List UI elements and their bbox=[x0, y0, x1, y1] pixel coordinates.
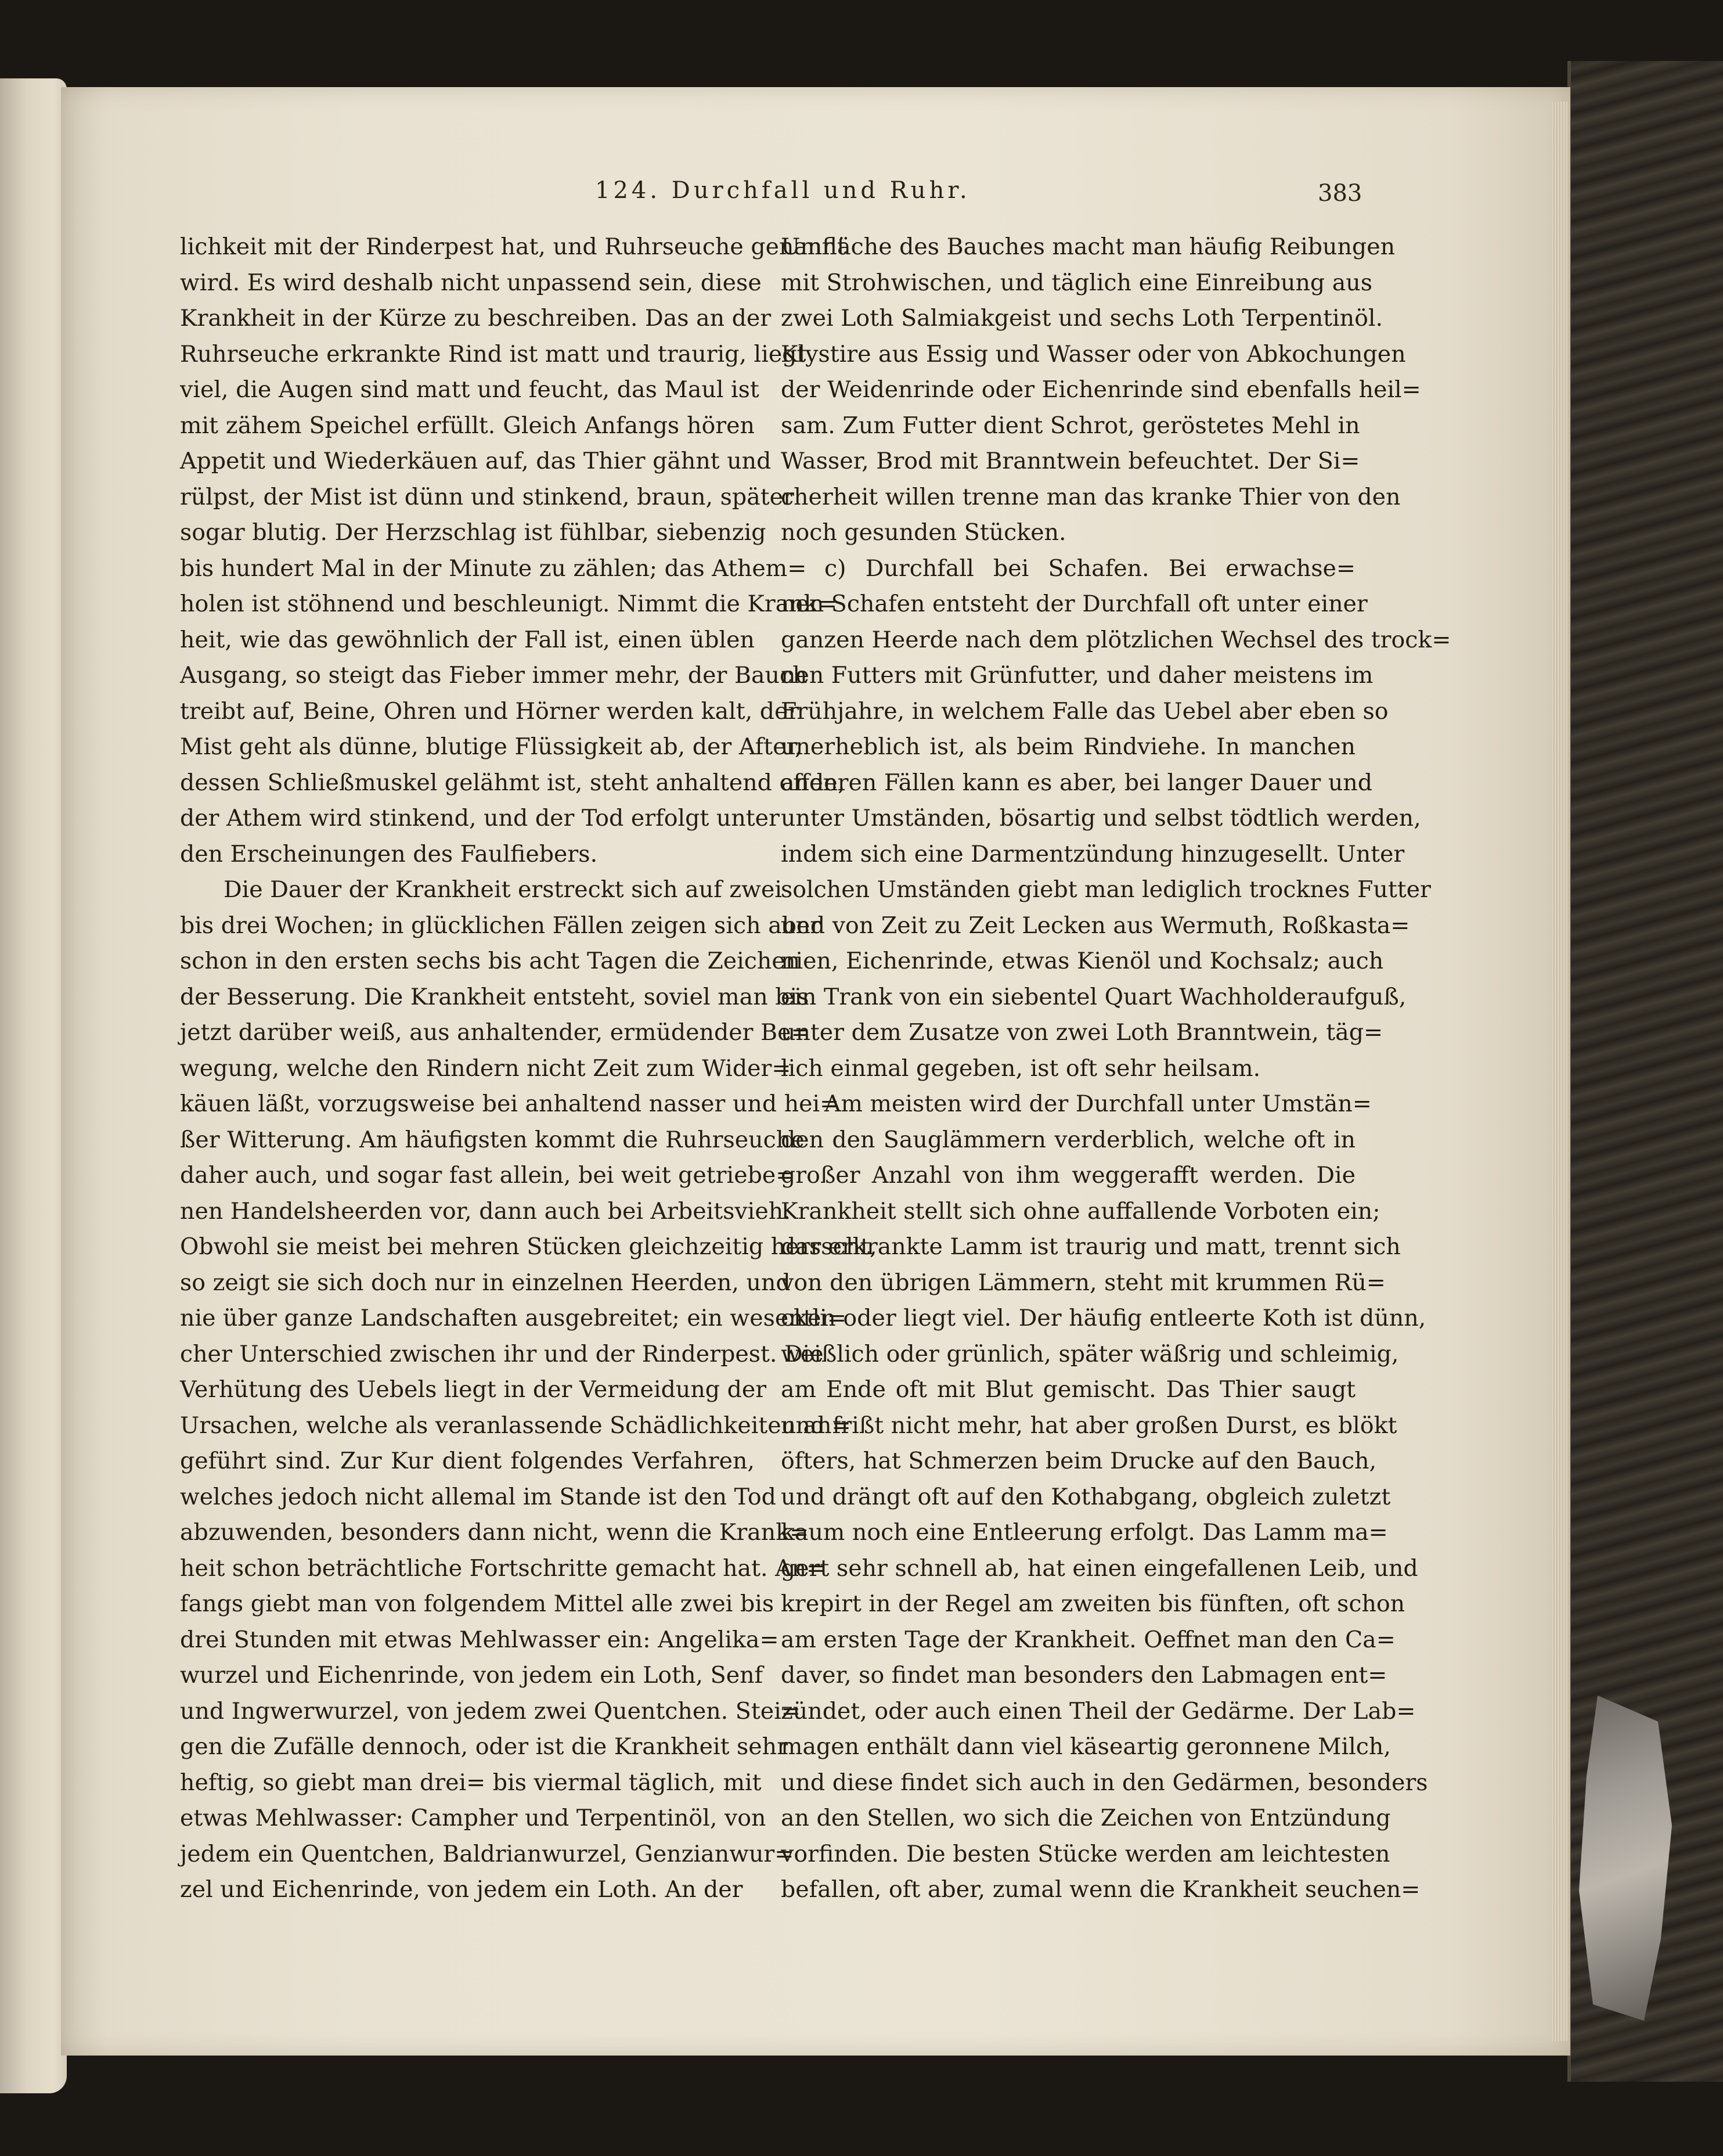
text-line: schon in den ersten sechs bis acht Tagen die Zeichen bbox=[180, 948, 801, 974]
text-line: gen die Zufälle dennoch, oder ist die Krankheit sehr bbox=[180, 1733, 788, 1760]
text-line: anderen Fällen kann es aber, bei langer Dauer und bbox=[781, 769, 1373, 796]
text-line: am Ende oft mit Blut gemischt. Das Thier saugt bbox=[781, 1376, 1356, 1403]
text-line: ein Trank von ein siebentel Quart Wachholderaufguß, bbox=[781, 983, 1407, 1010]
text-line: der Besserung. Die Krankheit entsteht, soviel man bis bbox=[180, 983, 809, 1010]
text-line: Ausgang, so steigt das Fieber immer mehr, der Bauch bbox=[180, 662, 808, 689]
right-text-column bbox=[781, 229, 1451, 1908]
text-line: Obwohl sie meist bei mehren Stücken gleichzeitig herrscht, bbox=[180, 1233, 877, 1260]
text-line: der Athem wird stinkend, und der Tod erfolgt unter bbox=[180, 805, 780, 832]
text-line: zwei Loth Salmiakgeist und sechs Loth Terpentinöl. bbox=[781, 305, 1383, 332]
text-line: krepirt in der Regel am zweiten bis fünften, oft schon bbox=[781, 1590, 1405, 1617]
text-line: großer Anzahl von ihm weggerafft werden. Die bbox=[781, 1162, 1356, 1189]
text-line: von den übrigen Lämmern, steht mit krummen Rü= bbox=[781, 1269, 1386, 1296]
running-title: 124. Durchfall und Ruhr. bbox=[595, 177, 971, 204]
text-line: bis hundert Mal in der Minute zu zählen; das Athem= bbox=[180, 555, 807, 582]
text-line: dessen Schließmuskel gelähmt ist, steht anhaltend offen, bbox=[180, 769, 845, 796]
text-line: wurzel und Eichenrinde, von jedem ein Loth, Senf bbox=[180, 1662, 763, 1689]
text-line: solchen Umständen giebt man lediglich trocknes Futter bbox=[781, 876, 1431, 903]
text-line: Die Dauer der Krankheit erstreckt sich auf zwei bbox=[224, 876, 782, 903]
text-line: öfters, hat Schmerzen beim Drucke auf den Bauch, bbox=[781, 1448, 1377, 1474]
left-text-column bbox=[180, 229, 877, 1908]
text-line: lich einmal gegeben, ist oft sehr heilsam. bbox=[781, 1054, 1261, 1082]
text-line: treibt auf, Beine, Ohren und Hörner werden kalt, der bbox=[180, 697, 799, 725]
text-line: jetzt darüber weiß, aus anhaltender, ermüdender Be= bbox=[180, 1019, 810, 1046]
text-line: heftig, so giebt man drei= bis viermal täglich, mit bbox=[180, 1769, 762, 1796]
text-line: cher Unterschied zwischen ihr und der Rinderpest. Die bbox=[180, 1340, 824, 1367]
text-line: zel und Eichenrinde, von jedem ein Loth. An der bbox=[180, 1876, 743, 1903]
text-line: Ruhrseuche erkrankte Rind ist matt und traurig, liegt bbox=[180, 340, 806, 368]
text-line: indem sich eine Darmentzündung hinzugesellt. Unter bbox=[781, 840, 1405, 868]
text-line: vorfinden. Die besten Stücke werden am leichtesten bbox=[781, 1840, 1390, 1867]
text-line: den Erscheinungen des Faulfiebers. bbox=[180, 840, 598, 868]
text-line: und diese findet sich auch in den Gedärmen, besonders bbox=[781, 1769, 1428, 1796]
text-line: rülpst, der Mist ist dünn und stinkend, braun, später bbox=[180, 483, 794, 510]
text-line: welches jedoch nicht allemal im Stande ist den Tod bbox=[180, 1483, 776, 1510]
text-line: viel, die Augen sind matt und feucht, das Maul ist bbox=[180, 376, 759, 403]
text-line: ganzen Heerde nach dem plötzlichen Wechsel des trock= bbox=[781, 626, 1451, 653]
text-line: heit, wie das gewöhnlich der Fall ist, einen üblen bbox=[180, 626, 755, 653]
text-line: cherheit willen trenne man das kranke Thier von den bbox=[781, 483, 1401, 510]
text-line: Klystire aus Essig und Wasser oder von Abkochungen bbox=[781, 340, 1406, 368]
text-line: Mist geht als dünne, blutige Flüssigkeit ab, der After, bbox=[180, 733, 802, 760]
text-line: jedem ein Quentchen, Baldrianwurzel, Genzianwur= bbox=[180, 1840, 794, 1867]
page-stack-edges bbox=[1551, 102, 1567, 2041]
text-line: Frühjahre, in welchem Falle das Uebel aber eben so bbox=[781, 697, 1389, 725]
text-line: lichkeit mit der Rinderpest hat, und Ruhrseuche genannt bbox=[180, 233, 846, 260]
text-line: Wasser, Brod mit Branntwein befeuchtet. Der Si= bbox=[781, 448, 1360, 474]
left-page-edge bbox=[0, 78, 67, 2093]
text-line: mit Strohwischen, und täglich eine Einreibung aus bbox=[781, 269, 1373, 296]
text-line: Verhütung des Uebels liegt in der Vermeidung der bbox=[180, 1376, 767, 1403]
text-line: noch gesunden Stücken. bbox=[781, 519, 1066, 546]
text-line: Krankheit stellt sich ohne auffallende Vorboten ein; bbox=[781, 1197, 1380, 1225]
text-line: Ursachen, welche als veranlassende Schädlichkeiten an= bbox=[180, 1412, 851, 1439]
text-line: magen enthält dann viel käseartig geronnene Milch, bbox=[781, 1733, 1391, 1760]
text-line: abzuwenden, besonders dann nicht, wenn die Krank= bbox=[180, 1519, 809, 1546]
text-line: befallen, oft aber, zumal wenn die Krankheit seuchen= bbox=[781, 1876, 1421, 1903]
text-line: drei Stunden mit etwas Mehlwasser ein: Angelika= bbox=[180, 1626, 779, 1653]
text-line: unter Umständen, bösartig und selbst tödtlich werden, bbox=[781, 805, 1421, 832]
text-line: unter dem Zusatze von zwei Loth Branntwein, täg= bbox=[781, 1019, 1383, 1046]
text-line: am ersten Tage der Krankheit. Oeffnet man den Ca= bbox=[781, 1626, 1396, 1653]
text-line: so zeigt sie sich doch nur in einzelnen Heerden, und bbox=[180, 1269, 791, 1296]
text-line: an den Stellen, wo sich die Zeichen von Entzündung bbox=[781, 1805, 1391, 1831]
text-line: wegung, welche den Rindern nicht Zeit zum Wider= bbox=[180, 1054, 791, 1082]
text-line: nie über ganze Landschaften ausgebreitet; ein wesentli= bbox=[180, 1305, 846, 1331]
text-line: Am meisten wird der Durchfall unter Umstän= bbox=[824, 1090, 1372, 1117]
text-line: geführt sind. Zur Kur dient folgendes Verfahren, bbox=[180, 1448, 755, 1474]
text-line: und Ingwerwurzel, von jedem zwei Quentchen. Stei= bbox=[180, 1697, 801, 1725]
text-line: sam. Zum Futter dient Schrot, geröstetes Mehl in bbox=[781, 412, 1360, 439]
text-line: und frißt nicht mehr, hat aber großen Durst, es blökt bbox=[781, 1412, 1397, 1439]
text-line: zündet, oder auch einen Theil der Gedärme. Der Lab= bbox=[781, 1697, 1416, 1725]
text-line: ßer Witterung. Am häufigsten kommt die Ruhrseuche bbox=[180, 1126, 805, 1153]
text-line: sogar blutig. Der Herzschlag ist fühlbar, siebenzig bbox=[180, 519, 766, 546]
text-line: bis drei Wochen; in glücklichen Fällen zeigen sich aber bbox=[180, 912, 821, 939]
text-line: mit zähem Speichel erfüllt. Gleich Anfangs hören bbox=[180, 412, 755, 439]
text-line: Appetit und Wiederkäuen auf, das Thier gähnt und bbox=[180, 448, 772, 474]
text-line: das erkrankte Lamm ist traurig und matt, trennt sich bbox=[781, 1233, 1401, 1260]
text-line: c) Durchfall bei Schafen. Bei erwachse= bbox=[824, 555, 1356, 582]
text-line: den den Sauglämmern verderblich, welche oft in bbox=[781, 1126, 1356, 1153]
text-line: kaum noch eine Entleerung erfolgt. Das Lamm ma= bbox=[781, 1519, 1388, 1546]
text-line: etwas Mehlwasser: Campher und Terpentinöl, von bbox=[180, 1805, 766, 1831]
text-line: holen ist stöhnend und beschleunigt. Nimmt die Krank= bbox=[180, 591, 837, 617]
text-line: daher auch, und sogar fast allein, bei weit getriebe= bbox=[180, 1162, 795, 1189]
text-line: käuen läßt, vorzugsweise bei anhaltend nasser und hei= bbox=[180, 1090, 839, 1117]
text-line: gert sehr schnell ab, hat einen eingefallenen Leib, und bbox=[781, 1554, 1418, 1582]
text-line: der Weidenrinde oder Eichenrinde sind ebenfalls heil= bbox=[781, 376, 1421, 403]
text-line: nen Futters mit Grünfutter, und daher meistens im bbox=[781, 662, 1374, 689]
text-line: heit schon beträchtliche Fortschritte gemacht hat. An= bbox=[180, 1554, 826, 1582]
text-line: daver, so findet man besonders den Labmagen ent= bbox=[781, 1662, 1387, 1689]
text-line: fangs giebt man von folgendem Mittel alle zwei bis bbox=[180, 1590, 774, 1617]
text-line: unerheblich ist, als beim Rindviehe. In manchen bbox=[781, 733, 1356, 760]
text-line: nien, Eichenrinde, etwas Kienöl und Kochsalz; auch bbox=[781, 948, 1384, 974]
text-line: weißlich oder grünlich, später wäßrig und schleimig, bbox=[781, 1340, 1399, 1367]
text-line: nen Handelsheerden vor, dann auch bei Arbeitsvieh. bbox=[180, 1197, 791, 1225]
text-line: Umfläche des Bauches macht man häufig Reibungen bbox=[781, 233, 1396, 260]
text-line: Krankheit in der Kürze zu beschreiben. Das an der bbox=[180, 305, 772, 332]
text-line: und drängt oft auf den Kothabgang, obgleich zuletzt bbox=[781, 1483, 1391, 1510]
text-line: nen Schafen entsteht der Durchfall oft unter einer bbox=[781, 591, 1368, 617]
page-number: 383 bbox=[1318, 180, 1362, 207]
text-line: cken oder liegt viel. Der häufig entleerte Koth ist dünn, bbox=[781, 1305, 1426, 1331]
text-line: wird. Es wird deshalb nicht unpassend sein, diese bbox=[180, 269, 762, 296]
text-line: und von Zeit zu Zeit Lecken aus Wermuth, Roßkasta= bbox=[781, 912, 1410, 939]
